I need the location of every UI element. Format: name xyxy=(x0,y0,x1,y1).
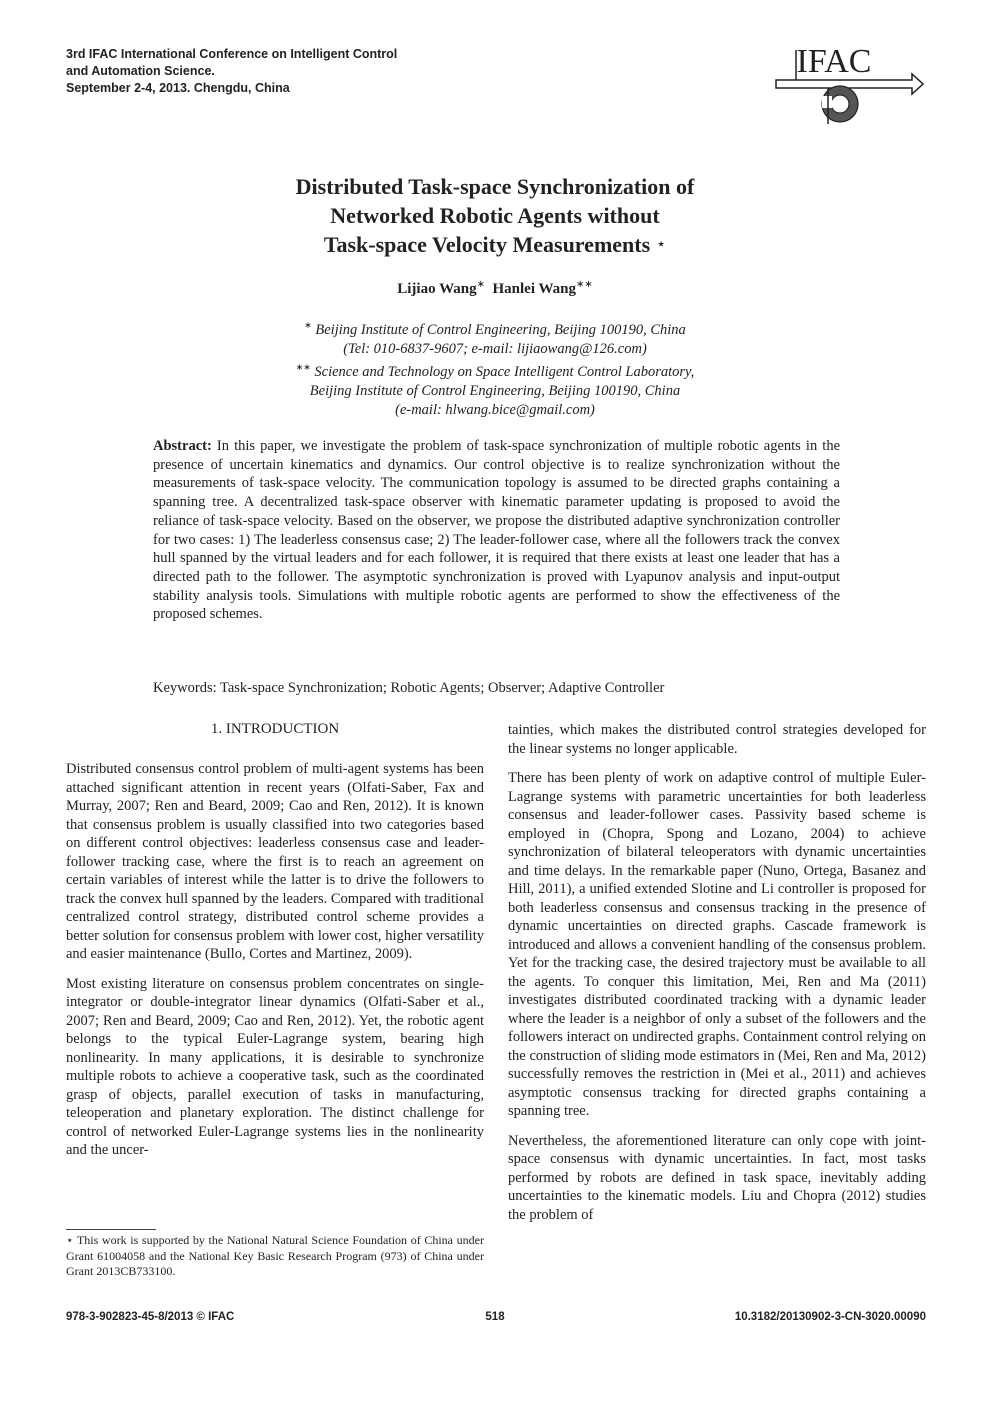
title-footnote-mark: ⋆ xyxy=(656,236,667,253)
author-1: Lijiao Wang xyxy=(397,281,477,297)
conference-line-3: September 2-4, 2013. Chengdu, China xyxy=(66,81,290,95)
right-column xyxy=(508,721,926,1235)
conference-line-1: 3rd IFAC International Conference on Intelligent Control xyxy=(66,47,398,61)
affiliation-line-5: (e-mail: hlwang.bice@gmail.com) xyxy=(395,401,595,418)
affiliation-line-3: ∗∗ Science and Technology on Space Intelligent Control Laboratory, xyxy=(295,362,695,381)
footnote xyxy=(66,1233,484,1280)
paragraph: Distributed consensus control problem of multi-agent systems has been attached significant attention in recent years (Olfati-Saber, Fax and Murray, 2007; Ren and Beard, 2009; Cao and Ren, 2012). It is known that consensus problem is usually classified into two categories based on different control objectives: leaderless consensus case and leader-follower tracking case, where the first is to reach an agreement on certain variables of interest while the latter is to drive the followers to track the convex hull spanned by the leaders. Compared with traditional centralized control strategy, distributed control scheme provides a better solution for consensus problem with lower cost, higher versatility and easier maintenance (Bullo, Cortes and Martinez, 2009). xyxy=(66,761,484,962)
section-heading: 1. INTRODUCTION xyxy=(210,721,340,737)
affiliation-line-1: ∗ Beijing Institute of Control Engineering, Beijing 100190, China xyxy=(304,320,686,338)
abstract xyxy=(153,437,840,624)
author-2: Hanlei Wang xyxy=(492,281,576,297)
keywords: Keywords: Task-space Synchronization; Robotic Agents; Observer; Adaptive Controller xyxy=(153,680,665,696)
paragraph: There has been plenty of work on adaptive control of multiple Euler-Lagrange systems with parametric uncertainties for both leaderless consensus and leader-follower cases. Passivity based scheme is employed in (Chopra, Spong and Lozano, 2004) to achieve synchronization of bilateral teleoperators with dynamic uncertainties and time delays. In the remarkable paper (Nuno, Ortega, Basanez and Hill, 2011), a unified extended Slotine and Li controller is proposed for both leaderless consensus and consensus tracking in the presence of dynamic uncertainties on directed graphs. Cascade framework is introduced and allows a convenient handling of the consensus problem. Yet for the tracking case, the desired trajectory must be available to all the agents. To conquer this limitation, Mei, Ren and Ma (2011) investigates distributed coordinated tracking with a dynamic leader where the leader is a neighbor of only a subset of the followers and the followers interact on undirected graphs. Containment control relying on the construction of sliding mode estimators in (Mei, Ren and Ma, 2012) successfully removes the restriction in (Mei et al., 2011) and achieves asymptotic consensus tracking for directed graphs containing a spanning tree. xyxy=(508,770,926,1119)
paragraph: Nevertheless, the aforementioned literature can only cope with joint-space consensus with dynamic uncertainties. In fact, most tasks performed by robots are defined in task space, inevitably adding uncertainties to the kinematic models. Liu and Chopra (2012) studies the problem of xyxy=(508,1132,926,1223)
footer-page-number: 518 xyxy=(485,1311,505,1323)
affiliations xyxy=(200,316,790,420)
logo-text: IFAC xyxy=(796,43,872,80)
affiliation-line-2: (Tel: 010-6837-9607; e-mail: lijiaowang@126.com) xyxy=(343,340,647,357)
title-line-1: Distributed Task-space Synchronization of xyxy=(295,174,695,199)
conference-header xyxy=(66,46,486,97)
left-column xyxy=(66,760,484,1171)
paragraph: Most existing literature on consensus problem concentrates on single-integrator or double-integrator linear dynamics (Olfati-Saber et al., 2007; Ren and Beard, 2009; Cao and Ren, 2012). Yet, the robotic agent belongs to the typical Euler-Lagrange system, bearing high nonlinearity. In many applications, it is desirable to synchronize multiple robots to achieve a cooperative task, such as the coordinated grasp of objects, parallel execution of tasks in manufacturing, teleoperation and planetary exploration. The distinct challenge for control of networked Euler-Lagrange systems lies in the nonlinearity and the uncer- xyxy=(66,975,484,1158)
footer-doi: 10.3182/20130902-3-CN-3020.00090 xyxy=(734,1311,926,1323)
abstract-text: In this paper, we investigate the problem of task-space synchronization of multiple robotic agents in the presence of uncertain kinematics and dynamics. Our control objective is to realize synchronization without the measurements of task-space velocity. The communication topology is assumed to be directed graphs containing a spanning tree. A decentralized task-space observer with kinematic parameter updating is proposed to avoid the reliance of task-space velocity. Based on the observer, we propose the distributed adaptive synchronization controller for two cases: 1) The leaderless consensus case; 2) The leader-follower case, where all the followers track the convex hull spanned by the virtual leaders and for each follower, it is required that there exists at least one leader that has a directed path to the follower. The asymptotic synchronization is proved with Lyapunov analysis and input-output stability analysis tools. Simulations with multiple robotic agents are performed to show the effectiveness of the proposed schemes. xyxy=(153,438,841,623)
title-line-3: Task-space Velocity Measurements ⋆ xyxy=(323,232,667,257)
footnote-text: This work is supported by the National Natural Science Foundation of China under Grant 61004058 and the National Key Basic Research Program (973) of China under Grant 2013CB733100. xyxy=(66,1233,484,1278)
affiliation-line-4: Beijing Institute of Control Engineering, Beijing 100190, China xyxy=(309,383,681,400)
footnote-mark: ⋆ xyxy=(66,1233,74,1247)
paper-title xyxy=(150,172,840,259)
paragraph: tainties, which makes the distributed control strategies developed for the linear systems no longer applicable. xyxy=(508,722,926,757)
author-list: Lijiao Wang∗ Hanlei Wang∗∗ xyxy=(397,279,593,297)
title-line-2: Networked Robotic Agents without xyxy=(330,203,660,228)
conference-line-2: and Automation Science. xyxy=(66,64,215,78)
abstract-label: Abstract: xyxy=(153,438,212,454)
footnote-divider xyxy=(66,1229,156,1230)
ifac-logo xyxy=(772,40,924,130)
footer-isbn: 978-3-902823-45-8/2013 © IFAC xyxy=(66,1311,235,1323)
